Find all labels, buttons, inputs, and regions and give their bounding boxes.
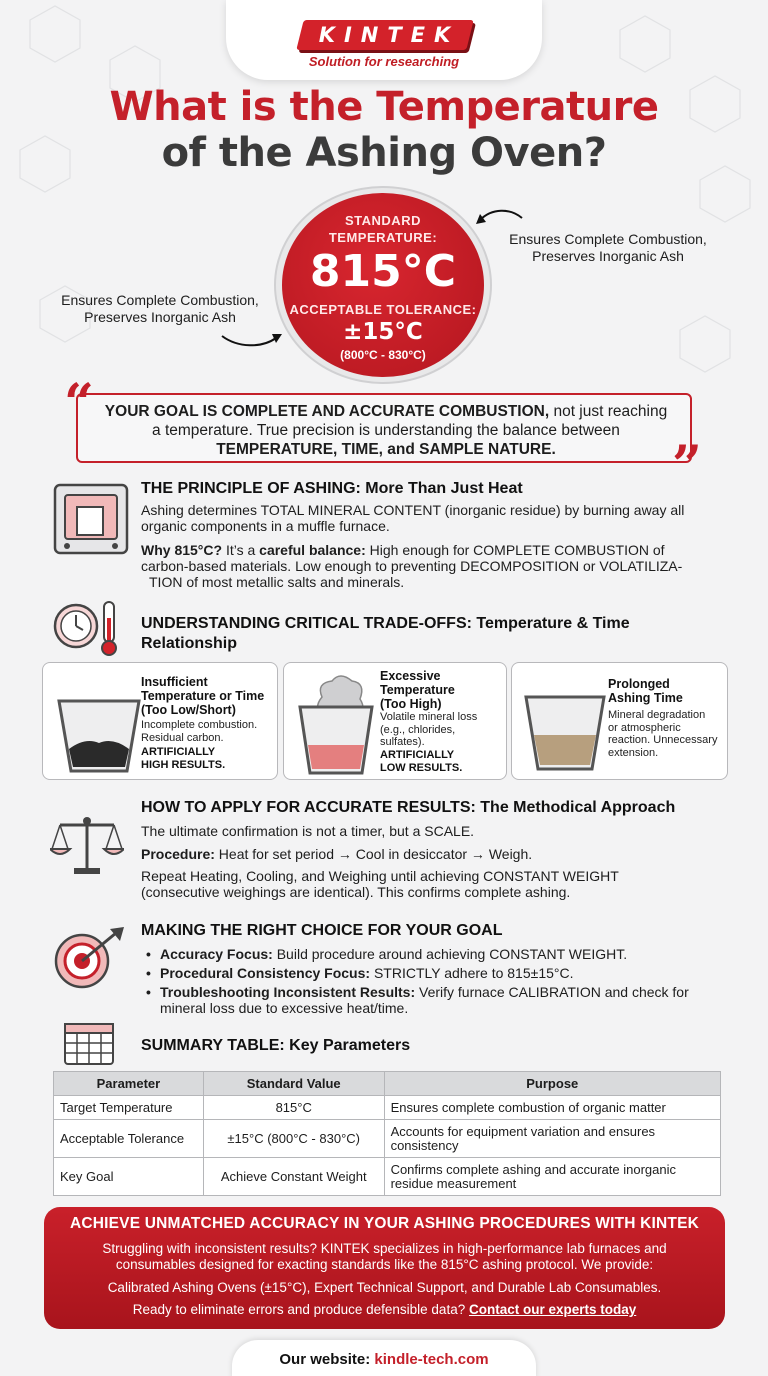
apply-line4: (consecutive weighings are identical). This confirms complete ashing. (141, 884, 571, 900)
card3-title-line: Prolonged (608, 677, 670, 691)
card2-result (380, 749, 462, 774)
apply-procedure (141, 846, 731, 862)
tradeoffs-title-line1: UNDERSTANDING CRITICAL TRADE-OFFS: Temperature & Time (141, 615, 630, 632)
table-cell: Accounts for equipment variation and ensures consistency (384, 1120, 720, 1158)
why-815-paragraph (141, 542, 731, 590)
right-note-line2: Preserves Inorganic Ash (532, 248, 684, 264)
tradeoffs-title (141, 614, 721, 654)
choice-list (144, 946, 724, 1019)
table-cell: Ensures complete combustion of organic matter (384, 1096, 720, 1120)
card1-desc (141, 719, 257, 744)
card1-title-line: Insufficient (141, 675, 208, 689)
left-note-line1: Ensures Complete Combustion, (61, 292, 259, 308)
choice-title: MAKING THE RIGHT CHOICE FOR YOUR GOAL (141, 922, 503, 939)
tradeoffs-title-line2: Relationship (141, 635, 238, 652)
card1-result-line: ARTIFICIALLY (141, 746, 216, 758)
apply-line3: Repeat Heating, Cooling, and Weighing until achieving CONSTANT WEIGHT (141, 868, 619, 884)
tolerance-range: (800°C - 830°C) (340, 348, 426, 362)
cta-heading: ACHIEVE UNMATCHED ACCURACY IN YOUR ASHING PROCEDURES WITH KINTEK (69, 1215, 700, 1232)
apply-line1: The ultimate confirmation is not a timer, but a SCALE. (141, 823, 475, 839)
card2-desc (380, 711, 477, 749)
cta-question-text: Ready to eliminate errors and produce defensible data? (132, 1302, 469, 1317)
card3-desc (608, 709, 717, 759)
tolerance-value: ±15°C (343, 319, 423, 345)
table-row (54, 1120, 721, 1158)
standard-temperature-value: 815°C (309, 246, 457, 297)
card1-desc-line: Incomplete combustion. (141, 719, 258, 731)
website-link[interactable]: kindle-tech.com (374, 1351, 489, 1368)
table-cell: Acceptable Tolerance (54, 1120, 204, 1158)
quote-bold-2: TEMPERATURE, TIME, and SAMPLE NATURE. (216, 441, 556, 458)
card1-desc-line: Residual carbon. (141, 731, 224, 744)
quote-plain-1: not just reaching (549, 403, 668, 420)
crucible-black-residue-icon (55, 697, 143, 775)
choice-item-text: Verify furnace CALIBRATION and check for mineral loss due to excessive heat/time. (160, 984, 689, 1016)
left-side-note (50, 292, 270, 326)
card2-title-line: Temperature (380, 683, 455, 697)
why-815-line3: TION of most metallic salts and minerals. (149, 574, 405, 590)
card2-title-line: Excessive (380, 669, 441, 683)
footer-website (232, 1351, 536, 1368)
card3-desc-line: or atmospheric (608, 721, 681, 734)
crucible-smoke-icon (294, 671, 378, 777)
choice-item-label: Procedural Consistency Focus: (160, 965, 371, 981)
page-title-line1: What is the Temperature (109, 84, 659, 130)
card1-result (141, 746, 225, 771)
table-grid-icon (63, 1022, 115, 1066)
card3-desc-line: Mineral degradation (608, 709, 706, 721)
balance-scale-icon (50, 813, 124, 877)
card1-result-line: HIGH RESULTS. (141, 758, 226, 771)
goal-quote-text (86, 402, 686, 459)
temperature-circle (282, 193, 484, 377)
choice-item-text: Build procedure around achieving CONSTANT WEIGHT. (272, 946, 628, 962)
choice-item (144, 984, 724, 1016)
apply-repeat (141, 868, 731, 900)
card1-title (141, 675, 264, 717)
careful-balance-label: careful balance: (259, 542, 366, 558)
summary-title: SUMMARY TABLE: Key Parameters (141, 1037, 411, 1054)
table-cell: Confirms complete ashing and accurate inorganic residue measurement (384, 1158, 720, 1196)
tradeoff-card-prolonged (511, 662, 728, 780)
table-header: Parameter (54, 1072, 204, 1096)
logo-text: KINTEK (318, 23, 460, 47)
cta-line1: Struggling with inconsistent results? KINTEK specializes in high-performance lab furnaces and (102, 1241, 667, 1256)
card2-title-line: (Too High) (380, 697, 442, 711)
open-quote-icon: “ (64, 373, 94, 434)
principle-title: THE PRINCIPLE OF ASHING: More Than Just Heat (141, 480, 523, 497)
card2-title (380, 669, 455, 711)
table-row (54, 1096, 721, 1120)
crucible-degraded-ash-icon (522, 693, 608, 773)
table-row (54, 1158, 721, 1196)
table-cell: ±15°C (800°C - 830°C) (203, 1120, 384, 1158)
choice-item (144, 965, 724, 981)
table-cell: Key Goal (54, 1158, 204, 1196)
card2-result-line: ARTIFICIALLY (380, 749, 455, 761)
card3-desc-line: extension. (608, 746, 659, 759)
why-815-rest: High enough for COMPLETE COMBUSTION of (365, 542, 665, 558)
choice-item-label: Accuracy Focus: (160, 946, 273, 962)
card2-desc-line: Volatile mineral loss (380, 711, 478, 723)
tradeoff-card-insufficient (42, 662, 278, 780)
card1-title-line: Temperature or Time (141, 689, 265, 703)
table-header: Purpose (384, 1072, 720, 1096)
table-header: Standard Value (203, 1072, 384, 1096)
clock-thermometer-icon (52, 598, 126, 658)
cta-offer: Calibrated Ashing Ovens (±15°C), Expert Technical Support, and Durable Lab Consumables. (107, 1280, 662, 1295)
card2-desc-line: sulfates). (380, 736, 425, 748)
procedure-text: Heat for set period → Cool in desiccator → Weigh. (214, 846, 533, 862)
footer-label: Our website: (279, 1351, 375, 1368)
table-cell: 815°C (203, 1096, 384, 1120)
principle-line2: organic components in a muffle furnace. (141, 518, 390, 534)
right-side-note (500, 231, 716, 265)
principle-paragraph (141, 502, 731, 534)
right-note-line1: Ensures Complete Combustion, (509, 231, 707, 247)
why-815-label: Why 815°C? (141, 542, 223, 558)
apply-title: HOW TO APPLY FOR ACCURATE RESULTS: The Methodical Approach (141, 799, 676, 816)
temperature-label: TEMPERATURE: (328, 230, 438, 245)
choice-item-text: STRICTLY adhere to 815±15°C. (370, 965, 574, 981)
principle-line1: Ashing determines TOTAL MINERAL CONTENT (inorganic residue) by burning away all (141, 502, 685, 518)
card2-result-line: LOW RESULTS. (380, 761, 463, 774)
why-815-text: It’s a (222, 542, 260, 558)
procedure-label: Procedure: (141, 846, 215, 862)
kintek-logo[interactable] (296, 20, 473, 50)
curved-arrow-icon (218, 326, 288, 352)
cta-paragraph (64, 1241, 705, 1273)
card3-desc-line: reaction. Unnecessary (608, 734, 718, 746)
target-icon (52, 925, 126, 989)
choice-item-label: Troubleshooting Inconsistent Results: (160, 984, 416, 1000)
tradeoff-card-excessive (283, 662, 507, 780)
close-quote-icon: ” (672, 435, 702, 496)
summary-table (53, 1071, 721, 1196)
quote-bold-1: YOUR GOAL IS COMPLETE AND ACCURATE COMBUSTION, (104, 403, 550, 420)
card1-title-line: (Too Low/Short) (141, 703, 236, 717)
table-cell: Achieve Constant Weight (203, 1158, 384, 1196)
cta-line2: consumables designed for exacting standards like the 815°C ashing protocol. We provide: (115, 1257, 654, 1272)
cta-question (64, 1302, 705, 1318)
contact-experts-link[interactable]: Contact our experts today (468, 1302, 637, 1317)
page-title-line2: of the Ashing Oven? (161, 130, 607, 176)
choice-item (144, 946, 724, 962)
why-815-line2: carbon-based materials. Low enough to preventing DECOMPOSITION or VOLATILIZA- (141, 558, 683, 574)
muffle-furnace-icon (53, 483, 129, 555)
left-note-line2: Preserves Inorganic Ash (84, 309, 236, 325)
tolerance-label: ACCEPTABLE TOLERANCE: (289, 302, 477, 317)
card2-desc-line: (e.g., chlorides, (380, 723, 456, 736)
cta-banner (44, 1207, 725, 1329)
table-header-row (54, 1072, 721, 1096)
quote-plain-2: a temperature. True precision is understanding the balance between (152, 422, 620, 439)
card3-title (608, 677, 683, 705)
curved-arrow-icon (470, 204, 530, 234)
logo-tagline: Solution for researching (308, 54, 460, 69)
standard-label: STANDARD (345, 213, 421, 228)
card3-title-line: Ashing Time (608, 691, 683, 705)
table-cell: Target Temperature (54, 1096, 204, 1120)
